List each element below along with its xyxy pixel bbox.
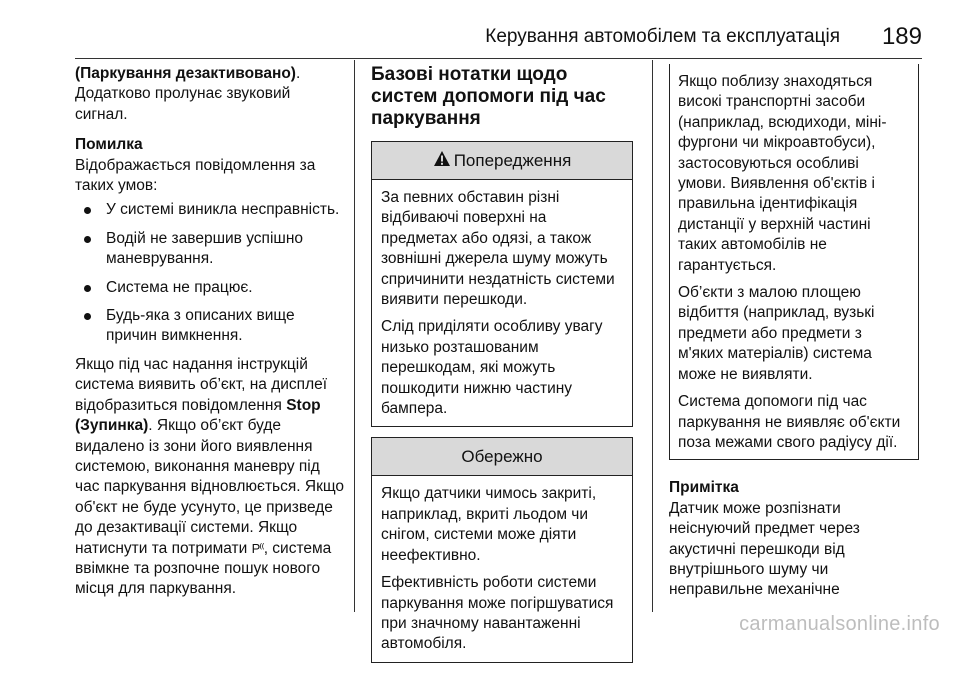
- warning-box: [371, 141, 633, 427]
- intro-text: . Додатково пролунає звуковий сигнал.: [75, 65, 301, 123]
- stop-message: Stop (Зупинка): [75, 396, 321, 435]
- list-item: [75, 306, 347, 347]
- column-left: [75, 64, 347, 600]
- bullet-icon: [84, 313, 91, 320]
- list-item-text: Водій не завершив успішно маневрування.: [106, 229, 303, 268]
- list-item-text: Будь-яка з описаних вище причин вимкнення.: [106, 307, 295, 345]
- note-text: Датчик може розпізнати неіснуючий предмет через акустичні перешкоди від внутрішнього шуму чи неправильне механічне: [669, 499, 860, 599]
- caution-continued-paragraph: Система допомоги під час паркування не виявляє об'єкти поза межами свого радіусу дії.: [678, 393, 901, 451]
- warning-paragraph: Слід приділяти особливу увагу низько розташованим перешкодам, які можуть пошкодити нижню частину бампера.: [381, 318, 603, 418]
- bullet-icon: [84, 285, 91, 292]
- warning-paragraph: За певних обставин різні відбиваючі поверхні на предметах або одязі, а також зовнішні джерела шуму можуть спричинити нездатність системи виявити перешкоди.: [381, 189, 615, 309]
- intro-bold: (Паркування дезактивовано): [75, 65, 296, 82]
- warning-triangle-icon: [433, 150, 451, 172]
- stop-paragraph-middle: . Якщо об’єкт буде видалено із зони його виявлення системою, виконання маневру під час паркування відновлюється. Якщо об'єкт не буде усунуто, це призведе до дезактивації системи. Якщо натиснути та потримати: [75, 417, 345, 557]
- list-item: [75, 200, 347, 220]
- column-middle: [371, 64, 633, 673]
- column-divider-2: [652, 60, 653, 612]
- column-divider-1: [354, 60, 355, 612]
- stop-paragraph-end: , система ввімкне та розпочне пошук нового місця для паркування.: [75, 539, 332, 598]
- warning-title: Попередження: [453, 150, 572, 170]
- list-item-text: У системі виникла несправність.: [106, 201, 340, 219]
- caution-paragraph: Якщо датчики чимось закриті, наприклад, вкриті льодом чи снігом, системи може діяти неефективно.: [381, 485, 597, 564]
- error-conditions-list: [75, 200, 347, 346]
- caution-title: Обережно: [461, 446, 543, 466]
- caution-continued-paragraph: Якщо поблизу знаходяться високі транспортні засоби (наприклад, всюдиходи, міні-фургони чи мікроавтобуси), застосовуються особливі умови. Виявлення об'єктів і правильна ідентифікація дистанції у верхній частині таких автомобілів не гарантується.: [678, 73, 887, 274]
- page-header: [0, 0, 960, 58]
- caution-box-continued: [669, 64, 919, 460]
- park-assist-button-icon: P⁽⁽: [251, 540, 264, 556]
- error-heading: Помилка: [75, 136, 143, 154]
- page-title: Керування автомобілем та експлуатація: [485, 26, 840, 47]
- stop-paragraph: [75, 355, 347, 600]
- list-item: [75, 229, 347, 270]
- stop-paragraph-start: Якщо під час надання інструкцій система виявить об’єкт, на дисплеї відобразиться повідомлення: [75, 355, 328, 414]
- bullet-icon: [84, 207, 91, 214]
- note-heading: Примітка: [669, 479, 739, 497]
- page-number: 189: [881, 23, 922, 50]
- warning-box-header: [372, 142, 632, 180]
- header-divider: [75, 58, 922, 59]
- column-right: [669, 64, 919, 601]
- caution-box: [371, 437, 633, 662]
- warning-box-body: [372, 180, 632, 426]
- bullet-icon: [84, 236, 91, 243]
- list-item-text: Система не працює.: [106, 278, 253, 296]
- list-item: [75, 278, 347, 298]
- caution-box-body: [372, 476, 632, 661]
- caution-box-header: [372, 438, 632, 476]
- caution-paragraph: Ефективність роботи системи паркування може погіршуватися при значному навантаженні автомобіля.: [381, 574, 614, 653]
- caution-continued-paragraph: Об’єкти з малою площею відбиття (наприклад, вузькі предмети або предмети з м'яких матеріалів) система може не виявляти.: [678, 284, 875, 383]
- error-text: Відображається повідомлення за таких умов:: [75, 156, 316, 195]
- watermark: carmanualsonline.info: [739, 613, 940, 635]
- intro-paragraph: [75, 64, 347, 125]
- section-heading: Базові нотатки щодо систем допомоги під час паркування: [371, 64, 606, 129]
